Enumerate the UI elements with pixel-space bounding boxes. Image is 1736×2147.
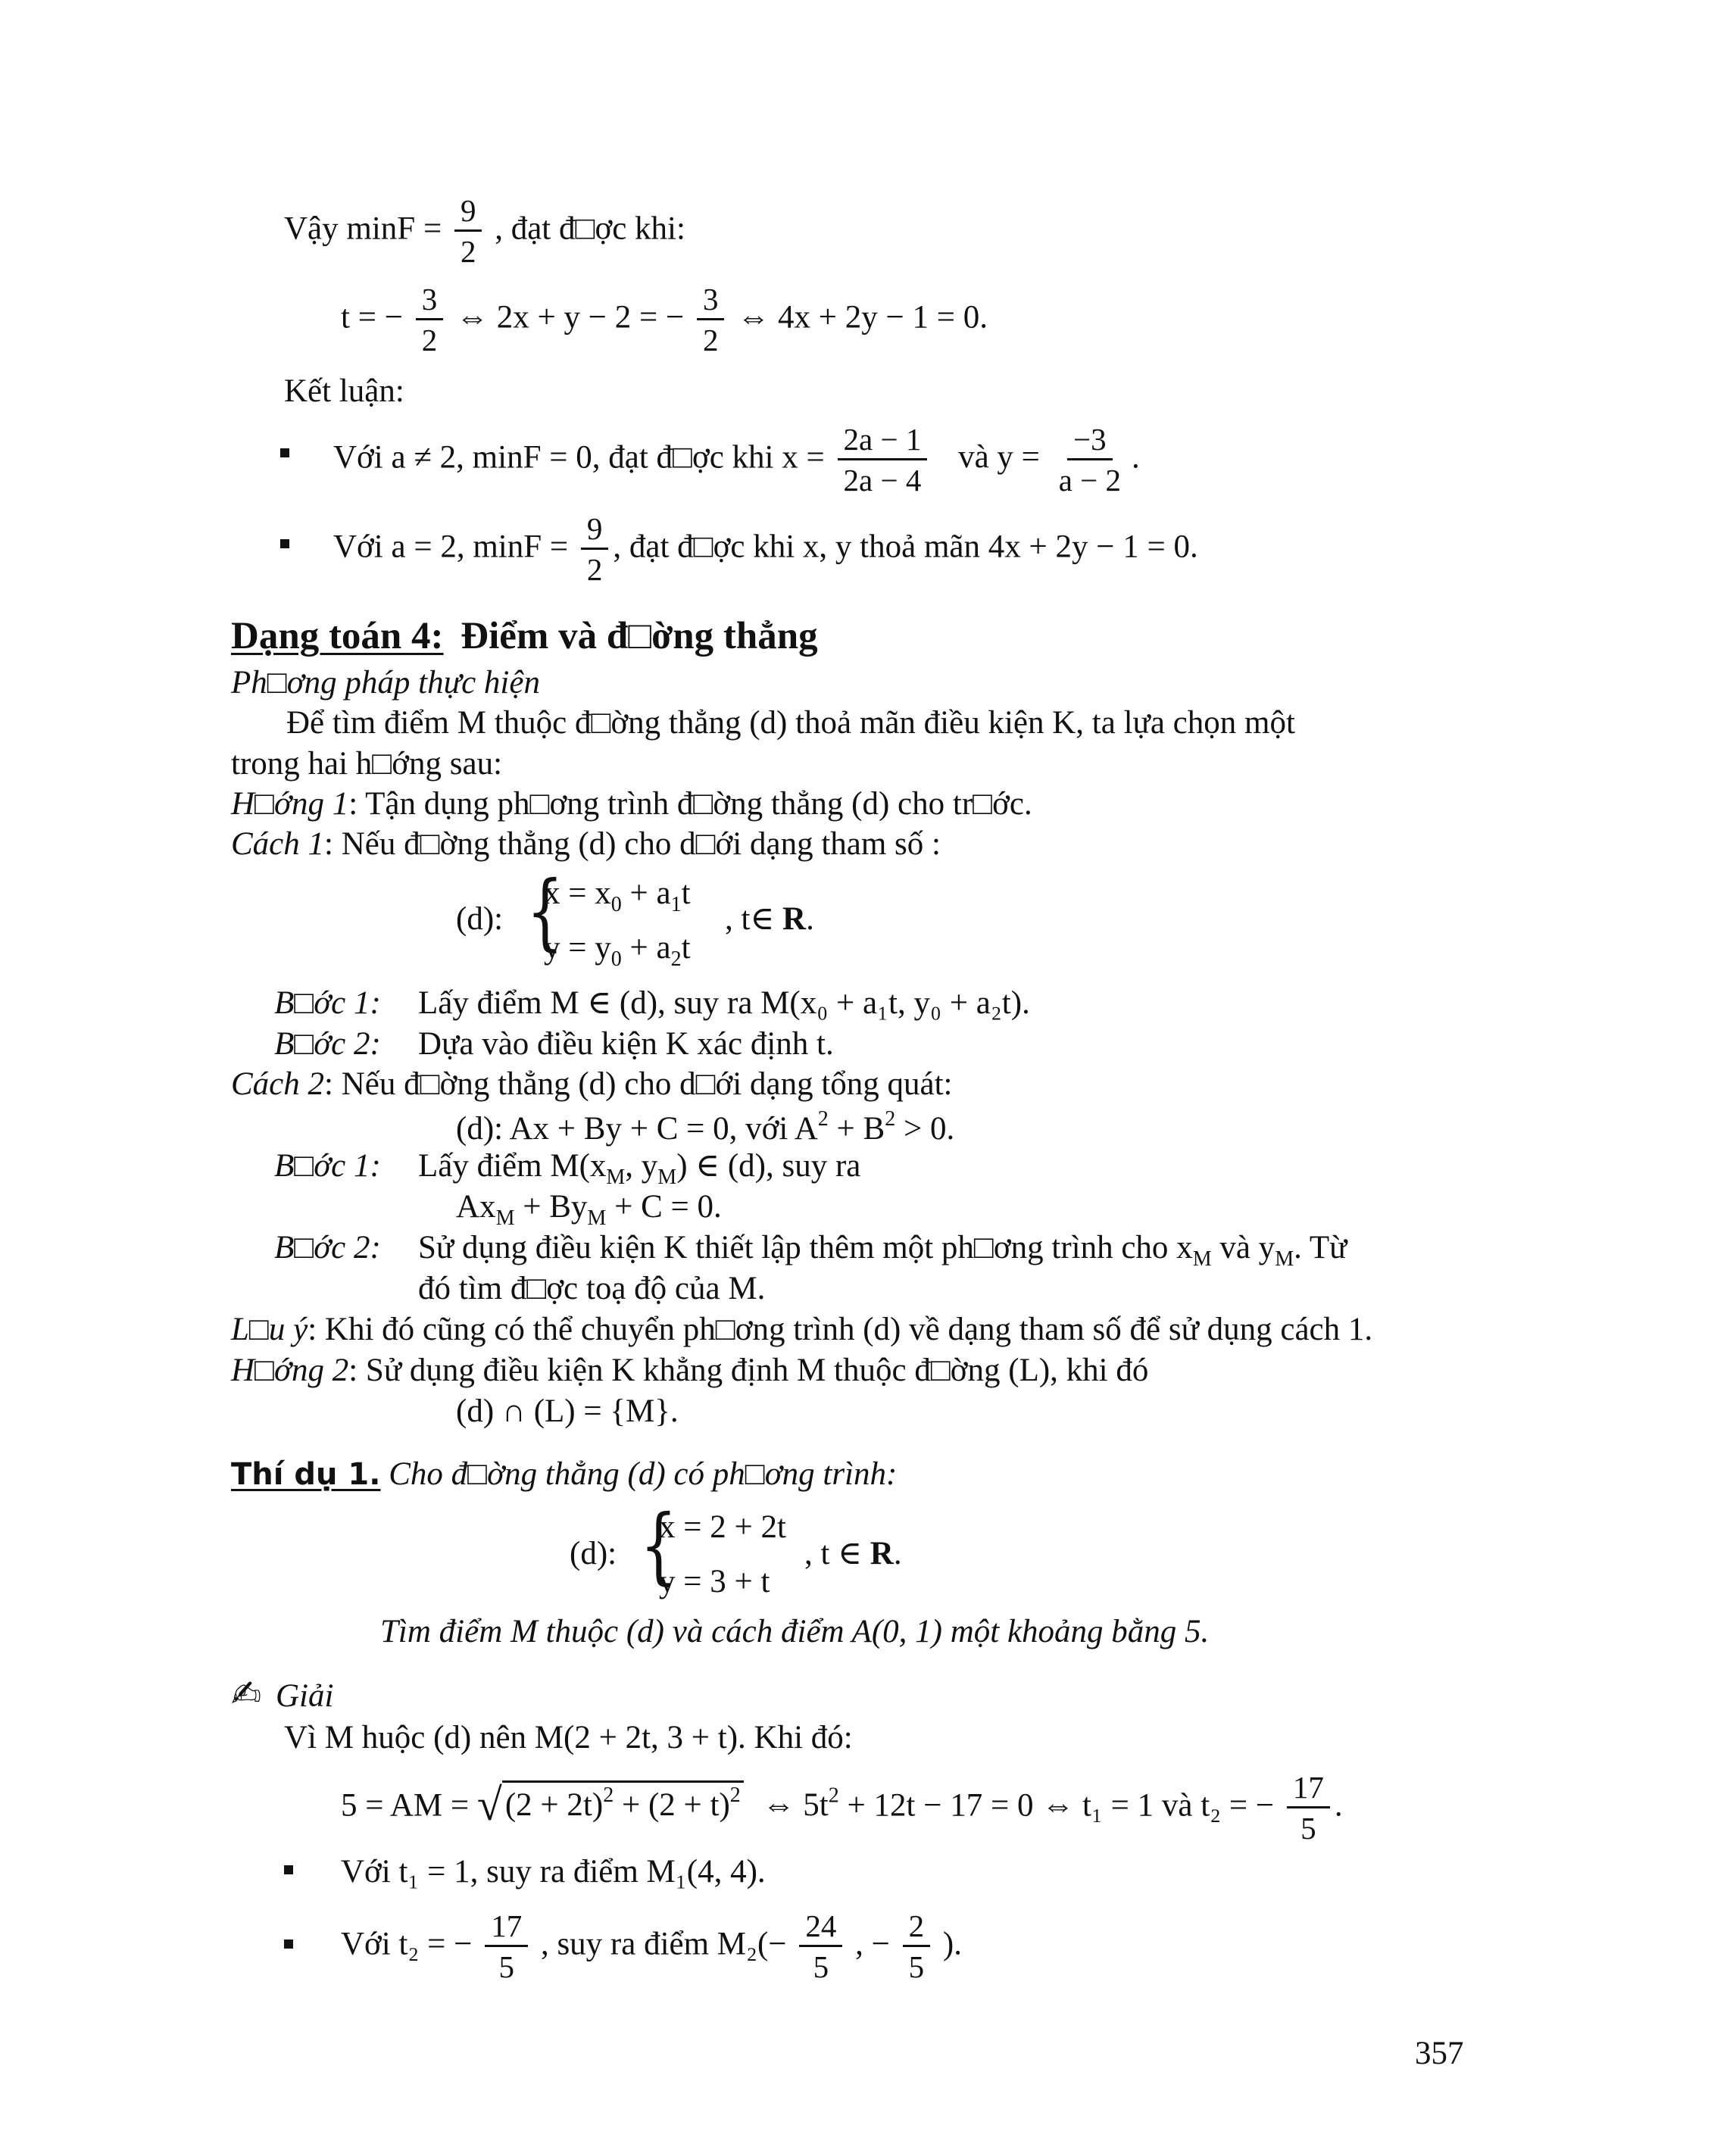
label: H□ớng 1 (231, 786, 349, 822)
bullet-1 (333, 424, 1140, 496)
frac-den: 2 (460, 234, 476, 269)
step1-label: B□ớc 1: (274, 985, 381, 1021)
t: > 0. (895, 1111, 955, 1147)
huong-2 (231, 1354, 1148, 1387)
sub: M (606, 1166, 626, 1189)
frac-den: 5 (813, 1949, 829, 1984)
text: : Tận dụng ph□ơng trình đ□ờng thẳng (d) cho tr□ớc. (348, 786, 1032, 822)
sub: 0 (610, 893, 622, 916)
page-number: 357 (1415, 2036, 1464, 2071)
t: (d): Ax + By + C = 0, với A (456, 1111, 818, 1147)
solution-line-1: Vì M huộc (d) nên M(2 + 2t, 3 + t). Khi đó: (284, 1720, 853, 1755)
text: : Nếu đ□ờng thẳng (d) cho d□ới dạng tham số : (324, 826, 941, 862)
text: và y = (958, 439, 1040, 476)
text: : Nếu đ□ờng thẳng (d) cho d□ới dạng tổng quát: (324, 1066, 953, 1102)
frac-num: 2a − 1 (838, 424, 928, 460)
frac-den: 2 (421, 323, 438, 357)
huong-1 (231, 788, 1032, 820)
fraction (454, 195, 482, 267)
sub: M (1192, 1247, 1212, 1271)
intro-line-2: trong hai h□ớng sau: (231, 746, 503, 782)
sup: 2 (603, 1783, 614, 1808)
frac-den: 5 (498, 1949, 514, 1984)
section-heading (231, 617, 818, 656)
sup: 2 (828, 1783, 839, 1808)
bullet-icon (284, 1865, 293, 1874)
sup: 2 (817, 1107, 829, 1131)
ex-sys-d: (d): (570, 1536, 617, 1571)
t: + B (828, 1111, 885, 1147)
sub: 0 (610, 947, 622, 971)
t: 5 = AM = (341, 1787, 470, 1824)
label: H□ớng 2 (231, 1353, 349, 1388)
example-header (231, 1458, 897, 1490)
text: Vậy minF = (284, 211, 442, 247)
sup: 2 (729, 1783, 741, 1808)
pen-icon: ✍ (231, 1673, 262, 1715)
cach-1 (231, 828, 941, 860)
step1-text: Lấy điểm M ∈ (d), suy ra M(x₀ + a₁t, y₀ + a₂t). (418, 985, 1030, 1021)
t: + a (621, 875, 671, 911)
step2-text: Dựa vào điều kiện K xác định t. (418, 1026, 834, 1062)
frac-num: 3 (697, 284, 725, 320)
t: Ax (456, 1189, 496, 1225)
frac-den: 2a − 4 (843, 463, 922, 498)
t: , − (855, 1926, 890, 1962)
fraction (485, 1908, 528, 1984)
c2-step1-eq (456, 1191, 722, 1229)
method-label: Ph□ơng pháp thực hiện (231, 665, 540, 701)
fraction (581, 513, 609, 585)
t: t (681, 930, 691, 966)
intro-line-1: Để tìm điểm M thuộc đ□ờng thẳng (d) thoả mãn điều kiện K, ta lựa chọn một (286, 705, 1295, 741)
ex-sys-line2: y = 3 + t (659, 1564, 770, 1599)
t: . (806, 901, 814, 937)
text: : Sử dụng điều kiện K khẳng định M thuộc đ□ờng (L), khi đó (348, 1353, 1149, 1388)
sub: M (495, 1206, 515, 1230)
text: Với a ≠ 2, minF = 0, đạt đ□ợc khi x = (333, 439, 825, 476)
sub: M (587, 1206, 607, 1230)
t: . Từ (1294, 1230, 1347, 1265)
t: , t∈ (725, 901, 783, 937)
sqrt-icon: √ (476, 1780, 502, 1830)
fraction (1053, 424, 1127, 496)
t: và y (1211, 1230, 1275, 1265)
t: Lấy điểm M(x (418, 1148, 607, 1184)
t: + a (621, 930, 671, 966)
t: Với t₂ = − (341, 1926, 473, 1962)
t: + C = 0. (606, 1189, 722, 1225)
bullet-icon (280, 539, 289, 548)
solution-eq (341, 1772, 1343, 1844)
example-text: Cho đ□ờng thẳng (d) có ph□ơng trình: (380, 1456, 898, 1492)
sub: M (1275, 1247, 1294, 1271)
frac-num: 2 (903, 1911, 931, 1947)
section-title: Điểm và đ□ờng thẳng (461, 615, 818, 657)
reals: R (782, 901, 807, 937)
radicand (502, 1780, 744, 1823)
bullet-icon (284, 1939, 293, 1949)
fraction (1287, 1772, 1330, 1844)
frac-num: 24 (799, 1911, 842, 1947)
fraction (416, 284, 444, 356)
t: ) ∈ (d), suy ra (676, 1148, 861, 1184)
bullet-icon (280, 448, 289, 457)
example-task: Tìm điểm M thuộc (d) và cách điểm A(0, 1) một khoảng bằng 5. (380, 1614, 1210, 1649)
t: , t ∈ (804, 1536, 870, 1571)
line-eq-t (341, 284, 988, 356)
t: + 12t − 17 = 0 ⇔ t₁ = 1 và t₂ = − (838, 1787, 1275, 1824)
text: ⇔ 2x + y − 2 = − (455, 299, 685, 335)
c2-step1-label: B□ớc 1: (274, 1148, 381, 1184)
t: y = y (544, 930, 611, 966)
c2-step2-text (418, 1231, 1347, 1270)
c2-step1-text (418, 1150, 860, 1188)
text: ⇔ 4x + 2y − 1 = 0. (737, 299, 988, 335)
cach-2 (231, 1068, 953, 1100)
ex-sys-line1: x = 2 + 2t (659, 1509, 786, 1545)
ex-sys-tail (804, 1537, 902, 1570)
frac-den: 5 (908, 1949, 925, 1984)
t: (2 + 2t) (504, 1787, 604, 1824)
c2-step2-label: B□ớc 2: (274, 1230, 381, 1265)
t: + (2 + t) (614, 1787, 730, 1824)
brace-icon: { (526, 863, 564, 960)
sup: 2 (885, 1107, 896, 1131)
t: t (681, 875, 691, 911)
frac-num: 17 (485, 1911, 528, 1947)
step2-label: B□ớc 2: (274, 1026, 381, 1062)
label: Cách 1 (231, 826, 325, 862)
t: ⇔ 5t (762, 1787, 829, 1824)
t: ). (942, 1926, 962, 1962)
ket-luan: Kết luận: (284, 373, 404, 409)
text: , đạt đ□ợc khi: (495, 211, 685, 247)
sys1-tail (725, 903, 814, 935)
t: . (1334, 1787, 1343, 1824)
text: : Khi đó cũng có thể chuyển ph□ơng trình (d) về dạng tham số để sử dụng cách 1. (308, 1312, 1373, 1347)
section-label: Dạng toán 4: (231, 615, 444, 657)
giai-label: Giải (275, 1678, 334, 1714)
c2-step2-line2: đó tìm đ□ợc toạ độ của M. (418, 1271, 766, 1306)
sys1-d: (d): (456, 901, 504, 937)
bullet-2 (333, 513, 1198, 585)
label: L□u ý (231, 1312, 308, 1347)
huong-2-eq: (d) ∩ (L) = {M}. (456, 1393, 679, 1429)
frac-num: 3 (416, 284, 444, 320)
frac-num: 9 (454, 195, 482, 232)
frac-num: 17 (1287, 1772, 1330, 1808)
fraction (903, 1908, 931, 1984)
brace-icon: { (640, 1496, 677, 1593)
frac-den: 2 (586, 552, 603, 587)
frac-num: −3 (1067, 424, 1113, 460)
sub: M (657, 1166, 677, 1189)
sys1-line1 (544, 877, 691, 916)
frac-num: 9 (581, 513, 609, 550)
fraction (697, 284, 725, 356)
fraction (838, 424, 928, 496)
fraction (799, 1908, 842, 1984)
text: , đạt đ□ợc khi x, y thoả mãn 4x + 2y − 1 = 0. (613, 529, 1198, 565)
text: . (1132, 439, 1140, 476)
t: , suy ra điểm M₂(− (540, 1926, 787, 1962)
sub: 2 (670, 947, 682, 971)
t: + By (514, 1189, 588, 1225)
t: x = x (544, 875, 611, 911)
t: . (893, 1536, 902, 1571)
line-vay (284, 195, 685, 267)
giai (231, 1673, 334, 1715)
example-label: Thí dụ 1. (231, 1457, 381, 1492)
t: Sử dụng điều kiện K thiết lập thêm một ph□ơng trình cho x (418, 1230, 1193, 1265)
result-1: Với t₁ = 1, suy ra điểm M₁(4, 4). (341, 1854, 766, 1890)
sub: 1 (670, 893, 682, 916)
frac-den: a − 2 (1058, 463, 1122, 498)
luu-y (231, 1313, 1372, 1346)
sys1-line2 (544, 932, 691, 970)
frac-den: 2 (702, 323, 719, 357)
t: , y (625, 1148, 658, 1184)
text: t = − (341, 299, 403, 335)
text: Với a = 2, minF = (333, 529, 569, 565)
general-eq (456, 1109, 954, 1145)
reals: R (870, 1536, 894, 1571)
frac-den: 5 (1300, 1811, 1316, 1846)
label: Cách 2 (231, 1066, 325, 1102)
result-2 (341, 1908, 962, 1984)
